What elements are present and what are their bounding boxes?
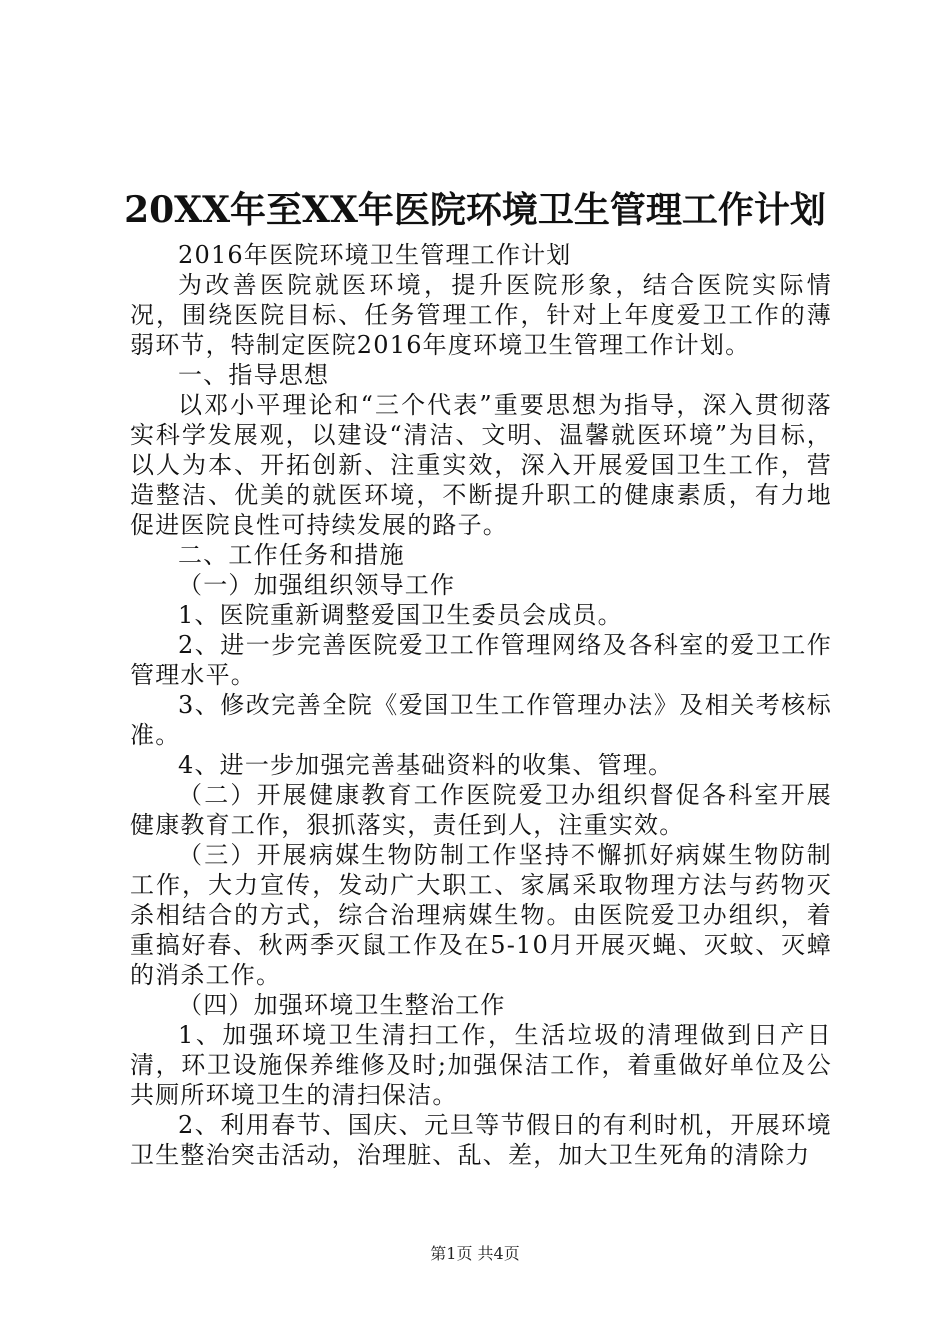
list-item: 1、加强环境卫生清扫工作，生活垃圾的清理做到日产日清，环卫设施保养维修及时;加强保洁工作，着重做好单位及公共厕所环境卫生的清扫保洁。 — [130, 1021, 832, 1109]
document-title: 20XX年至XX年医院环境卫生管理工作计划 — [124, 189, 826, 231]
subsection-heading: （四）加强环境卫生整治工作 — [178, 991, 506, 1019]
page-footer: 第1页 共4页 — [430, 1244, 520, 1263]
paragraph: 为改善医院就医环境，提升医院形象，结合医院实际情况，围绕医院目标、任务管理工作，针对上年度爱卫工作的薄弱环节，特制定医院2016年度环境卫生管理工作计划。 — [130, 271, 832, 359]
list-item: 2、进一步完善医院爱卫工作管理网络及各科室的爱卫工作管理水平。 — [130, 631, 832, 689]
list-item: 3、修改完善全院《爱国卫生工作管理办法》及相关考核标准。 — [130, 691, 832, 749]
subsection-heading: （一）加强组织领导工作 — [178, 571, 456, 599]
document-body — [130, 240, 832, 1170]
paragraph: 以邓小平理论和“三个代表”重要思想为指导，深入贯彻落实科学发展观，以建设“清洁、文明、温馨就医环境”为目标，以人为本、开拓创新、注重实效，深入开展爱国卫生工作，营造整洁、优美的就医环境，不断提升职工的健康素质，有力地促进医院良性可持续发展的路子。 — [130, 391, 832, 539]
list-item: 2、利用春节、国庆、元旦等节假日的有利时机，开展环境卫生整治突击活动，治理脏、乱、差，加大卫生死角的清除力 — [130, 1111, 832, 1169]
list-item: 1、医院重新调整爱国卫生委员会成员。 — [178, 601, 623, 629]
section-heading: 二、工作任务和措施 — [178, 541, 405, 569]
list-item: 4、进一步加强完善基础资料的收集、管理。 — [178, 751, 674, 779]
paragraph: （三）开展病媒生物防制工作坚持不懈抓好病媒生物防制工作，大力宣传，发动广大职工、家属采取物理方法与药物灭杀相结合的方式，综合治理病媒生物。由医院爱卫办组织，着重搞好春、秋两季灭鼠工作及在5-10月开展灭蝇、灭蚊、灭蟑的消杀工作。 — [130, 841, 832, 989]
paragraph: （二）开展健康教育工作医院爱卫办组织督促各科室开展健康教育工作，狠抓落实，责任到人，注重实效。 — [130, 781, 832, 839]
section-heading: 一、指导思想 — [178, 361, 330, 389]
paragraph: 2016年医院环境卫生管理工作计划 — [178, 241, 572, 269]
